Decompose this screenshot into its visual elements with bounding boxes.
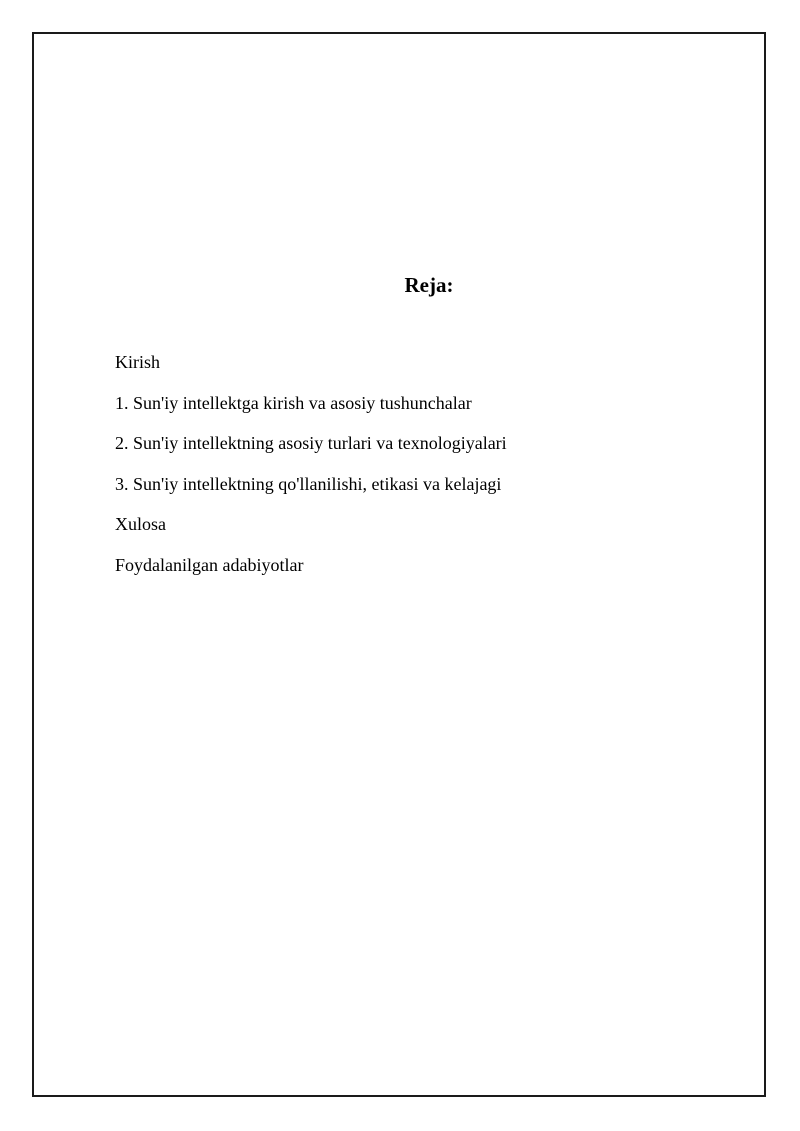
toc-item-references: Foydalanilgan adabiyotlar	[115, 554, 304, 575]
toc-item-conclusion: Xulosa	[115, 514, 166, 534]
toc-item-section-3: 3. Sun'iy intellektning qo'llanilishi, etikasi va kelajagi	[115, 473, 502, 494]
table-of-contents	[115, 350, 507, 593]
page-title: Reja:	[404, 273, 454, 297]
toc-item-section-1: 1. Sun'iy intellektga kirish va asosiy tushunchalar	[115, 392, 472, 413]
toc-item-section-2: 2. Sun'iy intellektning asosiy turlari va texnologiyalari	[115, 433, 507, 453]
toc-item-introduction: Kirish	[115, 352, 160, 372]
